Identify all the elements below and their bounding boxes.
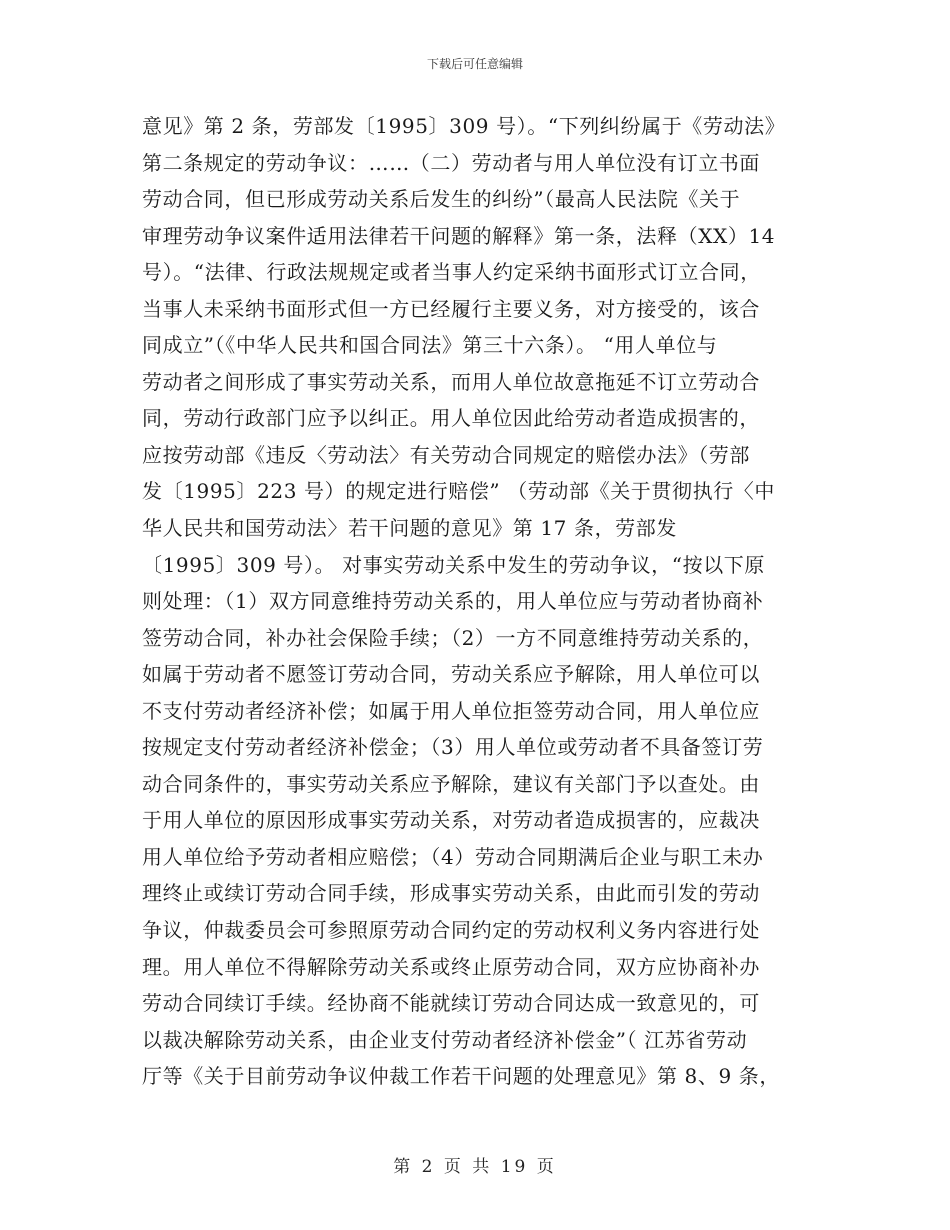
text-line: 〔1995〕309 号）。 对事实劳动关系中发生的劳动争议，“按以下原 (142, 552, 766, 577)
text-line: 厅等《关于目前劳动争议仲裁工作若干问题的处理意见》第 8、9 条， (142, 1064, 780, 1089)
text-line: 不支付劳动者经济补偿；如属于用人单位拒签劳动合同，用人单位应 (142, 698, 760, 723)
text-line: 于用人单位的原因形成事实劳动关系，对劳动者造成损害的，应裁决 (142, 808, 760, 833)
text-line: 用人单位给予劳动者相应赔偿；（4）劳动合同期满后企业与职工未办 (142, 844, 764, 869)
text-line: 则处理：（1）双方同意维持劳动关系的，用人单位应与劳动者协商补 (142, 589, 764, 614)
text-line: 动合同条件的，事实劳动关系应予解除，建议有关部门予以查处。由 (142, 771, 760, 796)
text-line: 发〔1995〕223 号）的规定进行赔偿” （劳动部《关于贯彻执行〈中 (142, 479, 776, 504)
text-line: 第二条规定的劳动争议：……（二）劳动者与用人单位没有订立书面 (142, 150, 760, 175)
text-line: 如属于劳动者不愿签订劳动合同，劳动关系应予解除，用人单位可以 (142, 662, 760, 687)
text-line: 理终止或续订劳动合同手续，形成事实劳动关系，由此而引发的劳动 (142, 881, 760, 906)
text-line: 同，劳动行政部门应予以纠正。用人单位因此给劳动者造成损害的， (142, 406, 760, 431)
text-line: 当事人未采纳书面形式但一方已经履行主要义务，对方接受的，该合 (142, 296, 760, 321)
text-line: 劳动合同，但已形成劳动关系后发生的纠纷”（最高人民法院《关于 (142, 187, 741, 212)
text-line: 签劳动合同，补办社会保险手续；（2）一方不同意维持劳动关系的， (142, 625, 764, 650)
text-line: 应按劳动部《违反〈劳动法〉有关劳动合同规定的赔偿办法》（劳部 (142, 442, 750, 467)
page-header: 下载后可任意编辑 (426, 57, 523, 71)
text-line: 劳动合同续订手续。经协商不能就续订劳动合同达成一致意见的，可 (142, 991, 760, 1016)
text-line: 按规定支付劳动者经济补偿金；（3）用人单位或劳动者不具备签订劳 (142, 735, 764, 760)
text-line: 同成立”（《中华人民共和国合同法》第三十六条）。 “用人单位与 (142, 333, 718, 358)
document-body (142, 108, 810, 1095)
text-line: 理。用人单位不得解除劳动关系或终止原劳动合同，双方应协商补办 (142, 954, 760, 979)
text-line: 争议，仲裁委员会可参照原劳动合同约定的劳动权利义务内容进行处 (142, 918, 760, 943)
text-line: 华人民共和国劳动法〉若干问题的意见》第 17 条，劳部发 (142, 516, 677, 541)
page-number: 第 2 页 共 19 页 (393, 1157, 557, 1177)
text-line: 号）。“法律、行政法规规定或者当事人约定采纳书面形式订立合同， (142, 260, 761, 285)
text-line: 以裁决解除劳动关系，由企业支付劳动者经济补偿金”（ 江苏省劳动 (142, 1027, 748, 1052)
text-line: 劳动者之间形成了事实劳动关系，而用人单位故意拖延不订立劳动合 (142, 369, 760, 394)
text-line: 审理劳动争议案件适用法律若干问题的解释》第一条，法释（XX）14 (142, 223, 776, 248)
text-line: 意见》第 2 条，劳部发〔1995〕309 号）。“下列纠纷属于《劳动法》 (142, 114, 786, 138)
